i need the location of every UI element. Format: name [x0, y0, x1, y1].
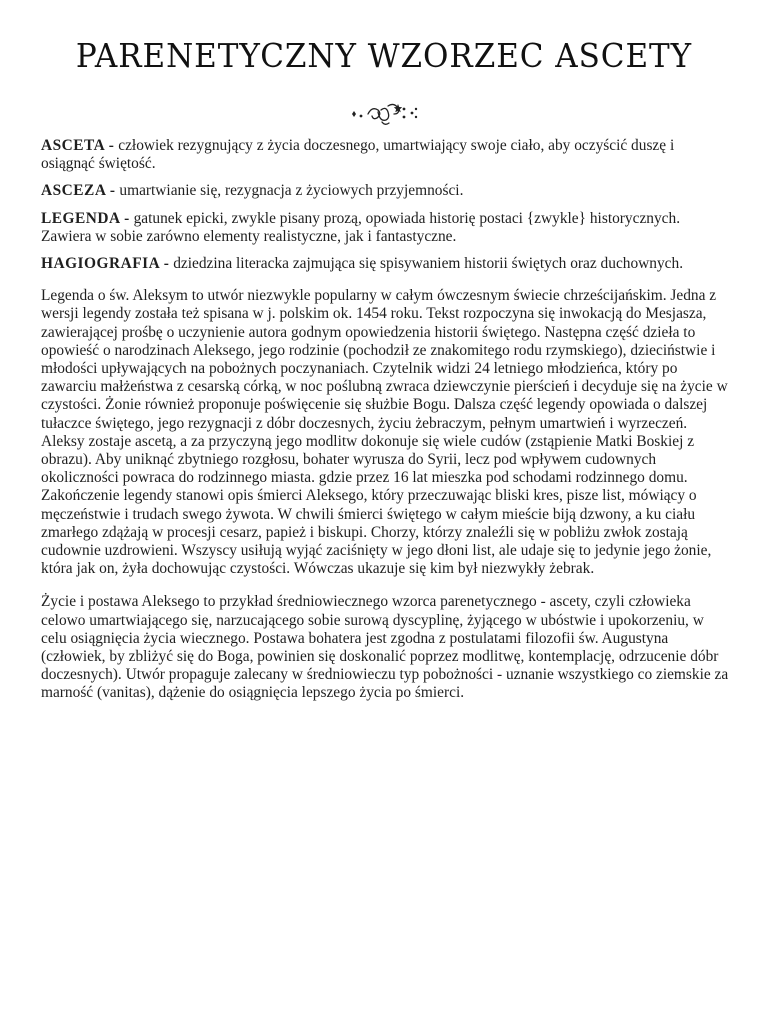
definition-term: HAGIOGRAFIA -: [41, 255, 170, 273]
definition-term: LEGENDA -: [41, 209, 130, 227]
paragraph-legend-summary: Legenda o św. Aleksym to utwór niezwykle popularny w całym ówczesnym świecie chrześcijańskim. Jedna z wersji legendy została też spisana w j. polskim ok. 1454 roku. Tekst rozpoczyna się inwokacją do Mesjasza, zawierającej prośbę o uczynienie autora godnym opowiedzenia historii świętego. Następna część dzieła to opowieść o narodzinach Aleksego, jego rodzinie (pochodził ze znakomitego rodu rzymskiego), dzieciństwie i młodości upływających na pobożnych poczynaniach. Czytelnik widzi 24 letniego młodzieńca, który po zawarciu małżeństwa z cesarską córką, w noc poślubną zwraca dziewczynie pierścień i decyduje się na życie w czystości. Żonie również proponuje poświęcenie się służbie Bogu. Dalsza część legendy opowiada o dalszej tułaczce świętego, jego rezygnacji z dóbr doczesnych, życiu żebraczym, pełnym umartwień i wyrzeczeń. Aleksy zostaje ascetą, a za przyczyną jego modlitw dokonuje się wiele cudów (zstąpienie Matki Boskiej z obrazu). Aby uniknąć zbytniego rozgłosu, bohater wyrusza do Syrii, lecz pod wpływem cudownych okoliczności powraca do rodzinnego miasta. gdzie przez 16 lat mieszka pod schodami rodzinnego domu. Zakończenie legendy stanowi opis śmierci Aleksego, który przeczuwając bliski kres, pisze list, mówiący o męczeństwie i trudach swego żywota. W chwili śmierci świętego w całym mieście biją dzwony, a ku ciału zmarłego zdążają w procesji cesarz, papież i biskupi. Chorzy, którzy znaleźli się w pobliżu zwłok zostają cudownie uzdrowieni. Wszyscy usiłują wyjąć zaciśnięty w jego dłoni list, ale udaje się to jedynie jego żonie, która jak on, żyła dochowując czystości. Wówczas ukazuje się kim był niezwykły żebrak.: [41, 287, 728, 578]
definition-asceza: [41, 182, 731, 200]
definition-text: dziedzina literacka zajmująca się spisywaniem historii świętych oraz duchownych.: [169, 255, 684, 273]
definition-legenda: [41, 210, 731, 246]
definition-text: człowiek rezygnujący z życia doczesnego, umartwiający swoje ciało, aby oczyścić duszę i osiągnąć świętość.: [41, 137, 675, 173]
page-title: PARENETYCZNY WZORZEC ASCETY: [75, 36, 693, 75]
definition-hagiografia: [41, 255, 731, 273]
definition-text: gatunek epicki, zwykle pisany prozą, opowiada historię postaci {zwykle} historycznych. Zawiera w sobie zarówno elementy realistyczne, jak i fantastyczne.: [41, 209, 681, 245]
document-body: [41, 137, 731, 718]
ornament-flourish-icon: [344, 96, 424, 132]
definition-text: umartwianie się, rezygnacja z życiowych przyjemności.: [115, 182, 464, 200]
definition-term: ASCETA -: [41, 137, 115, 154]
paragraph-ascetic-model: Życie i postawa Aleksego to przykład średniowiecznego wzorca parenetycznego - ascety, czyli człowieka celowo umartwiającego się, narzucającego sobie surową dyscyplinę, żyjącego w ubóstwie i upokorzeniu, w celu osiągnięcia życia wiecznego. Postawa bohatera jest zgodna z postulatami filozofii św. Augustyna (człowiek, by zbliżyć się do Boga, powinien się doskonalić poprzez modlitwę, kontemplację, odrzucenie dóbr doczesnych). Utwór propaguje zalecany w średniowieczu typ pobożności - uznanie wszystkiego co ziemskie za marność (vanitas), dążenie do osiągnięcia lepszego życia po śmierci.: [41, 593, 729, 702]
definition-term: ASCEZA -: [41, 182, 116, 200]
definition-asceta: [41, 137, 731, 173]
